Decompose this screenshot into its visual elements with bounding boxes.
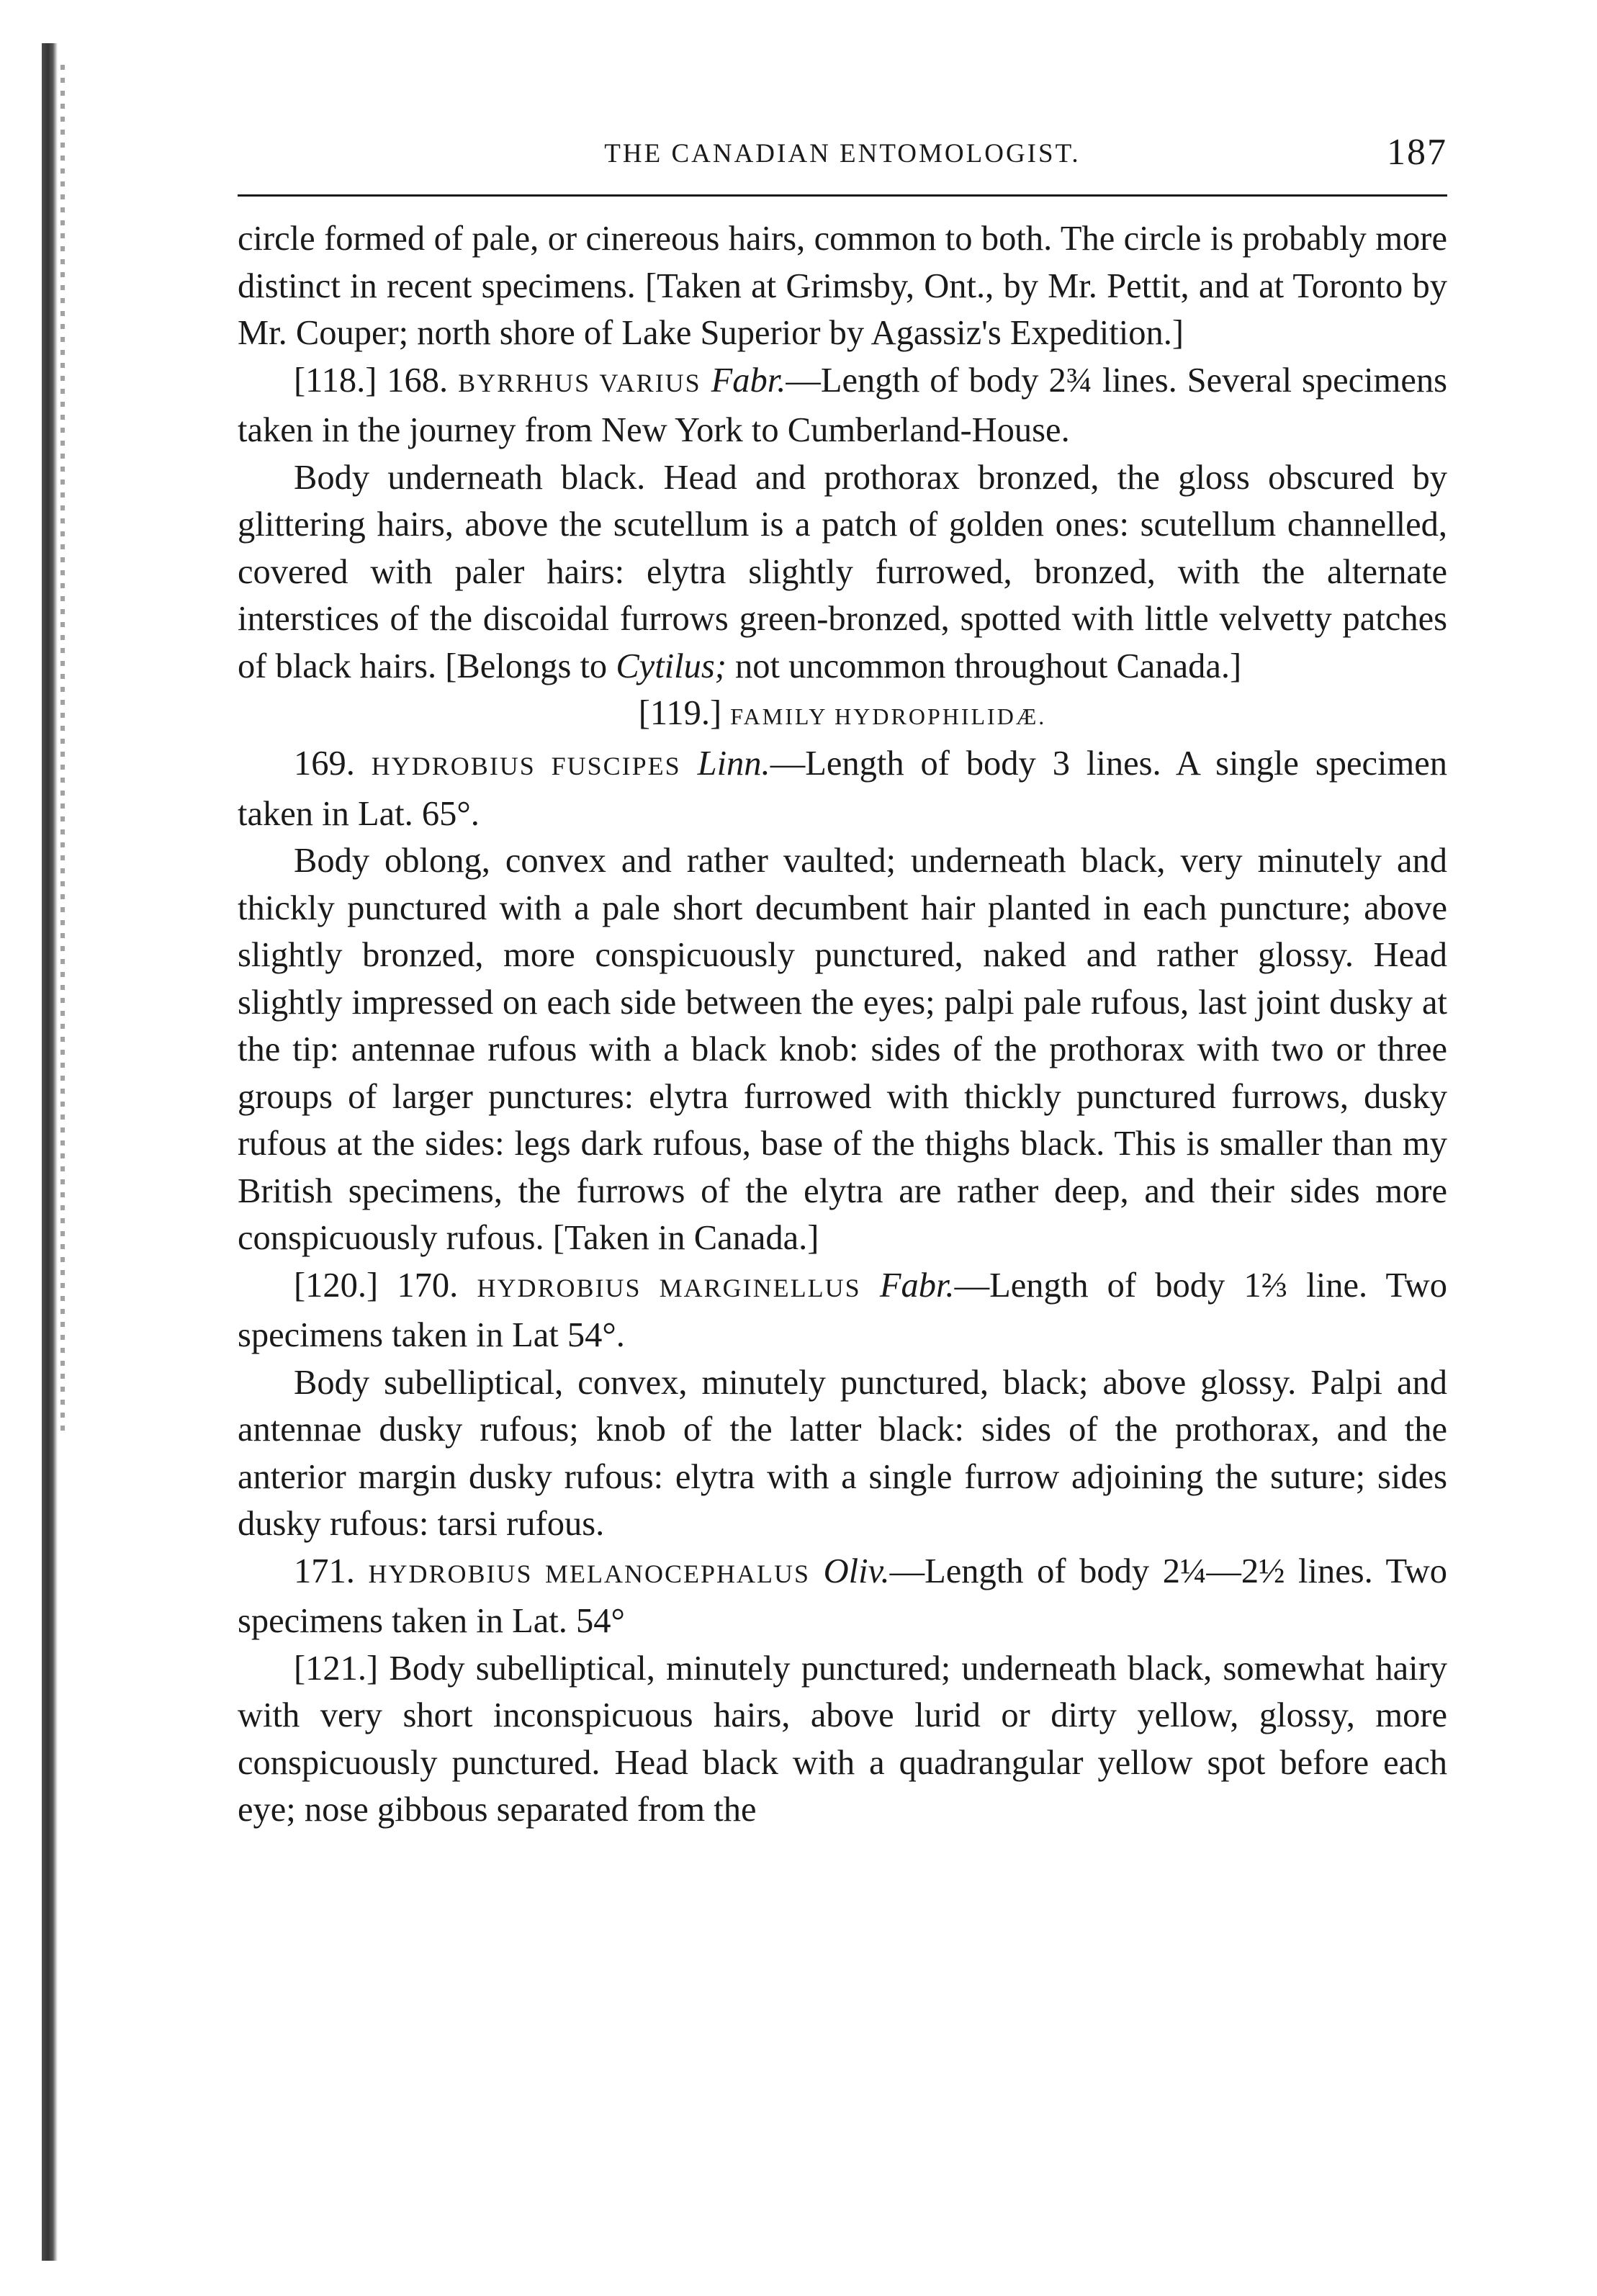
- paragraph-text: circle formed of pale, or cinereous hairs, common to both. The circle is probably more distinct in recent specimens. [Taken at Grimsby, Ont., by Mr. Pettit, and at Toronto by Mr. Couper; north shore of Lake Superior by Agassiz's Expedition.]: [238, 220, 1447, 352]
- species-name: BYRRHUS VARIUS: [458, 368, 701, 397]
- paragraph-text: Body underneath black. Head and prothorax bronzed, the gloss obscured by glittering hairs, above the scutellum is a patch of golden ones: scutellum channelled, covered with paler hairs: elytra slightly furrowed, bronzed, with the alternate interstices of the discoidal furrows green-bronzed, spotted with little velvetty patches of black hairs. [Belongs to: [238, 458, 1447, 685]
- paragraph: [238, 837, 1447, 1262]
- entry-number: 171.: [294, 1552, 355, 1590]
- species-author: Oliv.: [823, 1552, 890, 1590]
- genus-name: Cytilus;: [616, 647, 726, 685]
- entry-text: —Length of body 2¾ lines. Several specimens taken in the journey from New York to Cumberland-House.: [238, 361, 1448, 449]
- binding-shadow-texture: [60, 65, 65, 1433]
- species-author: Fabr.: [879, 1266, 955, 1305]
- paragraph-text: [121.] Body subelliptical, minutely punctured; underneath black, somewhat hairy with very short inconspicuous hairs, above lurid or dirty yellow, glossy, more conspicuously punctured. Head black with a quadrangular yellow spot before each eye; nose gibbous separated from the: [238, 1649, 1447, 1829]
- species-entry: [238, 1262, 1447, 1359]
- species-entry: [238, 357, 1447, 454]
- entry-text: —Length of body 1⅔ line. Two specimens taken in Lat 54°.: [238, 1266, 1447, 1354]
- species-author: Fabr.: [711, 361, 786, 400]
- entry-number: [118.] 168.: [294, 361, 449, 400]
- page-number: 187: [1387, 132, 1447, 173]
- paragraph: [238, 215, 1447, 357]
- species-entry: [238, 1548, 1447, 1645]
- species-name: HYDROBIUS MARGINELLUS: [477, 1273, 861, 1302]
- species-author: Linn.: [697, 744, 770, 783]
- entry-text: —Length of body 2¼—2½ lines. Two specimens taken in Lat. 54°: [238, 1552, 1448, 1640]
- paragraph: [238, 1645, 1447, 1834]
- family-name: FAMILY HYDROPHILIDÆ.: [730, 703, 1047, 729]
- paragraph: [238, 454, 1447, 690]
- header-rule: [238, 194, 1447, 197]
- page-body: [238, 122, 1447, 1834]
- paragraph-text: Body oblong, convex and rather vaulted; underneath black, very minutely and thickly punctured with a pale short decumbent hair planted in each puncture; above slightly bronzed, more conspicuously punctured, naked and rather glossy. Head slightly impressed on each side between the eyes; palpi pale rufous, last joint dusky at the tip: antennae rufous with a black knob: sides of the prothorax with two or three groups of larger punctures: elytra furrowed with thickly punctured furrows, dusky rufous at the sides: legs dark rufous, base of the thighs black. This is smaller than my British specimens, the furrows of the elytra are rather deep, and their sides more conspicuously rufous. [Taken in Canada.]: [238, 842, 1447, 1257]
- binding-shadow: [42, 43, 58, 2261]
- running-head: [238, 122, 1447, 180]
- entry-number: 169.: [294, 744, 355, 783]
- species-name: HYDROBIUS MELANOCEPHALUS: [368, 1559, 810, 1588]
- family-heading: [238, 690, 1447, 740]
- entry-number: [120.] 170.: [294, 1266, 459, 1305]
- entry-text: —Length of body 3 lines. A single specimen taken in Lat. 65°.: [238, 744, 1448, 833]
- paragraph-text: Body subelliptical, convex, minutely punctured, black; above glossy. Palpi and antennae dusky rufous; knob of the latter black: sides of the prothorax, and the anterior margin dusky rufous: elytra with a single furrow adjoining the suture; sides dusky rufous: tarsi rufous.: [238, 1363, 1447, 1543]
- paragraph-text: not uncommon throughout Canada.]: [726, 647, 1242, 685]
- paragraph: [238, 1359, 1447, 1548]
- running-title: THE CANADIAN ENTOMOLOGIST.: [604, 139, 1081, 168]
- species-name: HYDROBIUS FUSCIPES: [371, 752, 681, 780]
- species-entry: [238, 740, 1447, 837]
- family-number: [119.]: [638, 694, 722, 732]
